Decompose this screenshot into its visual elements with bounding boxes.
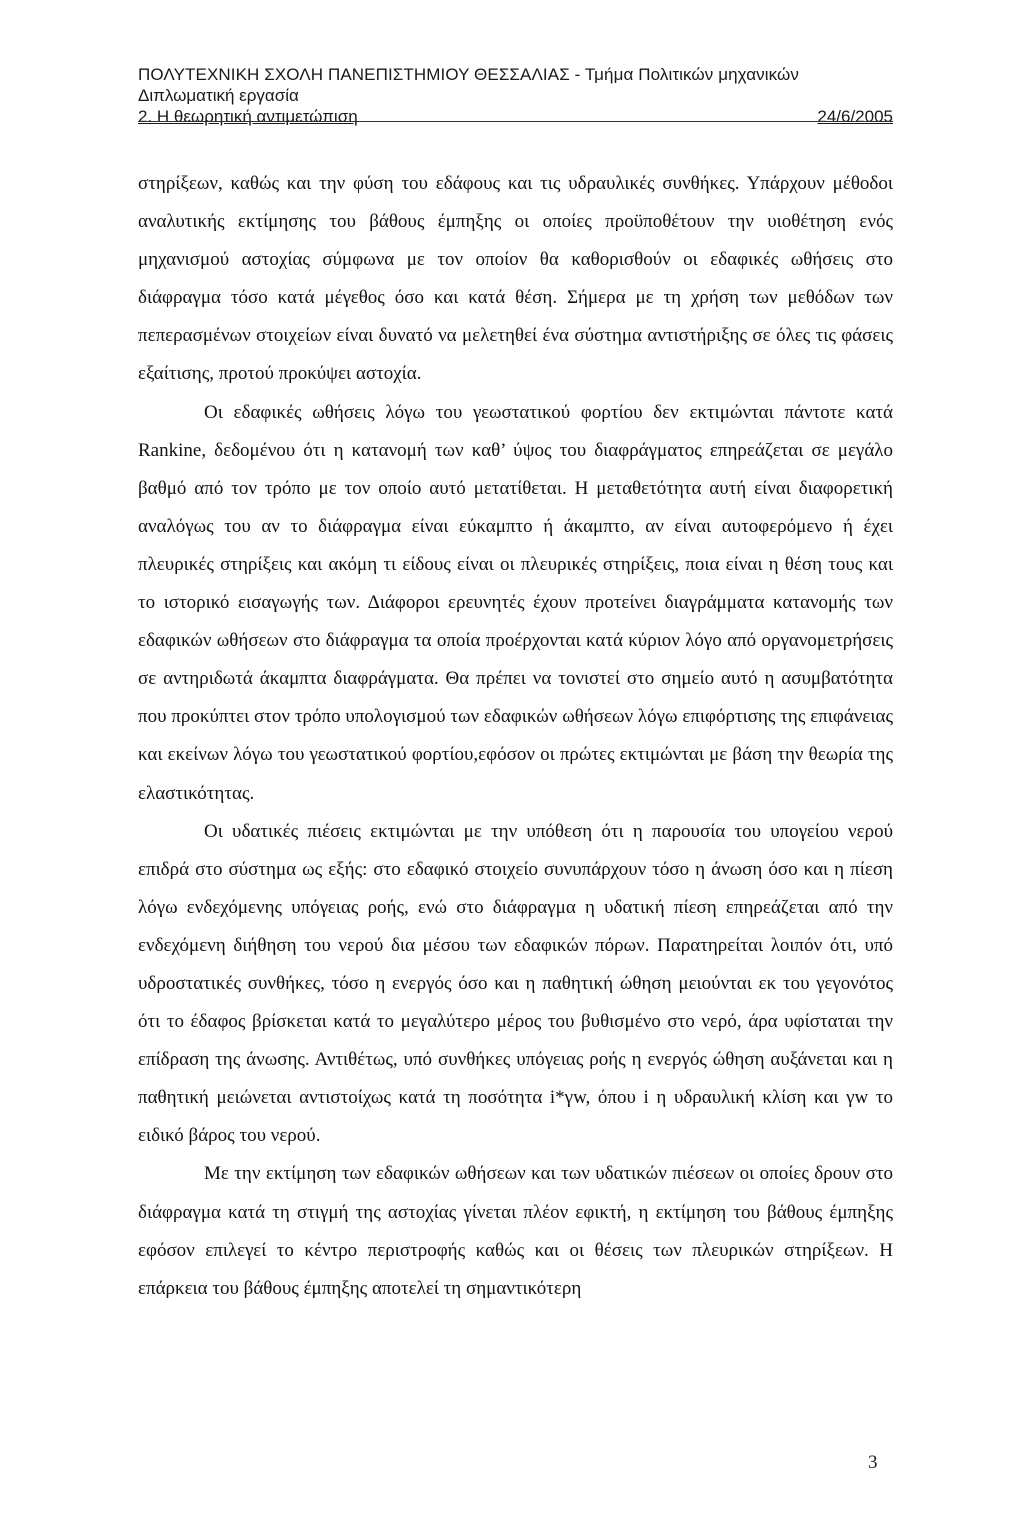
- body-text: [138, 165, 893, 1308]
- page-header: [138, 64, 893, 127]
- paragraph: Οι εδαφικές ωθήσεις λόγω του γεωστατικού φορτίου δεν εκτιμώνται πάντοτε κατά Rankine, δεδομένου ότι η κατανομή των καθ’ ύψος του διαφράγματος επηρεάζεται σε μεγάλο βαθμό από τον τρόπο με τον οποίο αυτό μετατίθεται. Η μεταθετότητα αυτή είναι διαφορετική αναλόγως του αν το διάφραγμα είναι εύκαμπτο ή άκαμπτο, αν είναι αυτοφερόμενο ή έχει πλευρικές στηρίξεις και ακόμη τι είδους είναι οι πλευρικές στηρίξεις, ποια είναι η θέση τους και το ιστορικό εισαγωγής των. Διάφοροι ερευνητές έχουν προτείνει διαγράμματα κατανομής των εδαφικών ωθήσεων στο διάφραγμα τα οποία προέρχονται κατά κύριον λόγο από οργανομετρήσεις σε αντηριδωτά άκαμπτα διαφράγματα. Θα πρέπει να τονιστεί στο σημείο αυτό η ασυμβατότητα που προκύπτει στον τρόπο υπολογισμού των εδαφικών ωθήσεων λόγω επιφόρτισης της επιφάνειας και εκείνων λόγω του γεωστατικού φορτίου,εφόσον οι πρώτες εκτιμώνται με βάση την θεωρία της ελαστικότητας.: [138, 401, 893, 804]
- header-section-title: 2. Η θεωρητική αντιμετώπιση: [138, 107, 358, 126]
- header-date: 24/6/2005: [817, 107, 893, 126]
- paragraph: Οι υδατικές πιέσεις εκτιμώνται με την υπόθεση ότι η παρουσία του υπογείου νερού επιδρά στο σύστημα ως εξής: στο εδαφικό στοιχείο συνυπάρχουν τόσο η άνωση όσο και η πίεση λόγω ενδεχόμενης υπόγειας ροής, ενώ στο διάφραγμα η υδατική πίεση επηρεάζεται από την ενδεχόμενη διήθηση του νερού δια μέσου των εδαφικών πόρων. Παρατηρείται λοιπόν ότι, υπό υδροστατικές συνθήκες, τόσο η ενεργός όσο και η παθητική ώθηση μειούνται εκ του γεγονότος ότι το έδαφος βρίσκεται κατά το μεγαλύτερο μέρος του βυθισμένο στο νερό, άρα υφίσταται την επίδραση της άνωσης. Αντιθέτως, υπό συνθήκες υπόγειας ροής η ενεργός ώθηση αυξάνεται και η παθητική μειώνεται αντιστοίχως κατά τη ποσότητα i*γw, όπου i η υδραυλική κλίση και γw το ειδικό βάρος του νερού.: [138, 820, 893, 1147]
- paragraph-continued: στηρίξεων, καθώς και την φύση του εδάφους και τις υδραυλικές συνθήκες. Υπάρχουν μέθοδοι αναλυτικής εκτίμησης του βάθους έμπηξης οι οποίες προϋποθέτουν την υιοθέτηση ενός μηχανισμού αστοχίας σύμφωνα με τον οποίον θα καθορισθούν οι εδαφικές ωθήσεις στο διάφραγμα τόσο κατά μέγεθος όσο και κατά θέση. Σήμερα με τη χρήση των μεθόδων των πεπερασμένων στοιχείων είναι δυνατό να μελετηθεί ένα σύστημα αντιστήριξης σε όλες τις φάσεις εξαίτισης, προτού προκύψει αστοχία.: [138, 173, 893, 385]
- header-institution: ΠΟΛΥΤΕΧΝΙΚΗ ΣΧΟΛΗ ΠΑΝΕΠΙΣΤΗΜΙΟΥ ΘΕΣΣΑΛΙΑΣ - Τμήμα Πολιτικών μηχανικών: [138, 65, 799, 84]
- header-document-type: Διπλωματική εργασία: [138, 86, 299, 105]
- header-section-row: [138, 106, 893, 127]
- paragraph: Με την εκτίμηση των εδαφικών ωθήσεων και των υδατικών πιέσεων οι οποίες δρουν στο διάφραγμα κατά τη στιγμή της αστοχίας γίνεται πλέον εφικτή, η εκτίμηση του βάθους έμπηξης εφόσον επιλεγεί το κέντρο περιστροφής καθώς και οι θέσεις των πλευρικών στηρίξεων. Η επάρκεια του βάθους έμπηξης αποτελεί τη σημαντικότερη: [138, 1163, 893, 1299]
- page-number: 3: [868, 1452, 878, 1473]
- header-underline: [138, 121, 893, 122]
